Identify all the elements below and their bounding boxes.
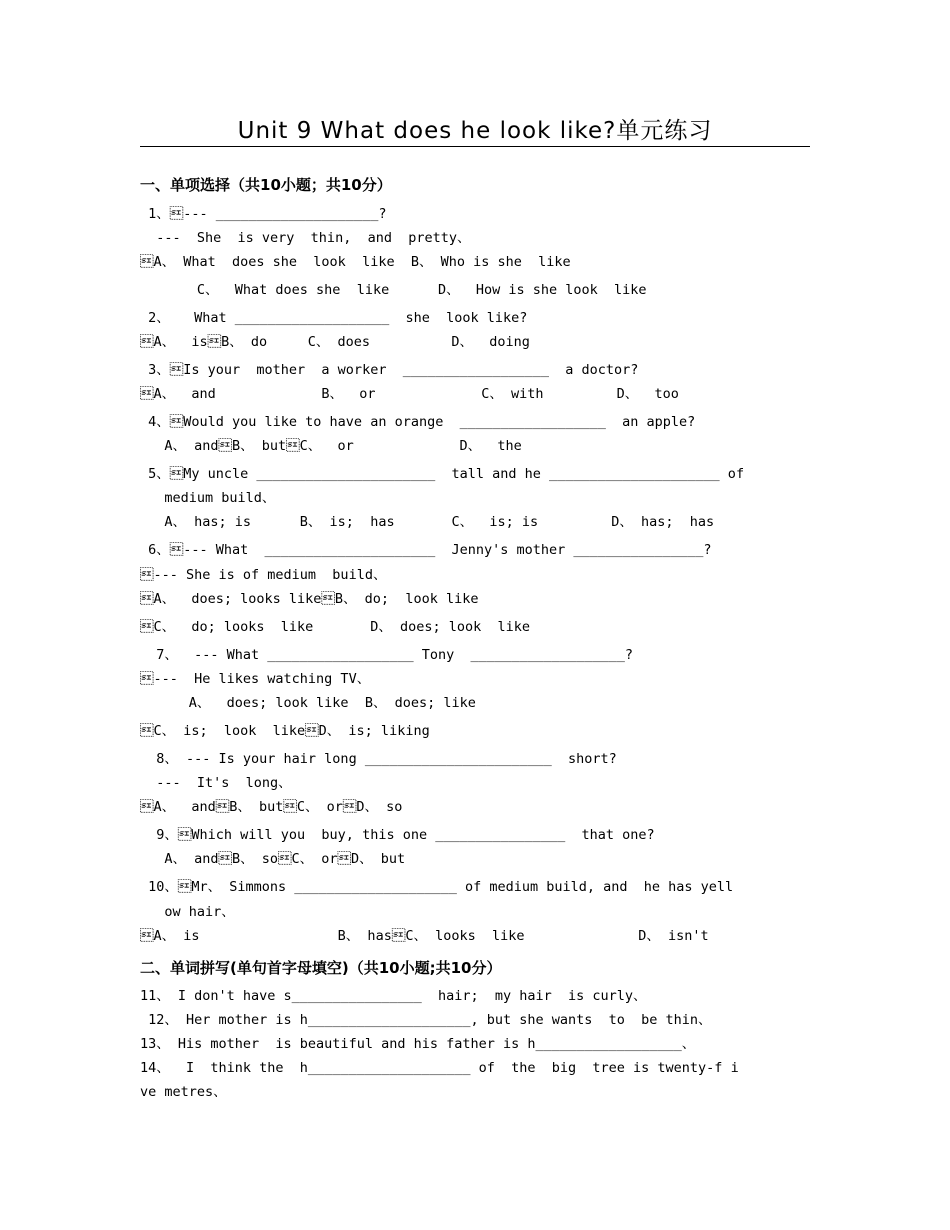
question-line: A、 isB、 do C、 does D、 doing xyxy=(140,334,530,350)
question-line: ow hair、 xyxy=(140,904,235,920)
question-line: 11、 I don't have s________________ hair; my hair is curly、 xyxy=(140,988,647,1004)
question-line: C、 What does she like D、 How is she look like xyxy=(140,282,647,298)
question-line: 3、Is your mother a worker __________________ a doctor? xyxy=(140,362,639,378)
question-line: A、 andB、 soC、 orD、 but xyxy=(140,851,406,867)
question-line: 12、 Her mother is h____________________, but she wants to be thin、 xyxy=(140,1012,712,1028)
question-line: A、 andB、 butC、 orD、 so xyxy=(140,799,403,815)
question-line: --- He likes watching TV、 xyxy=(140,671,371,687)
question-line: 14、 I think the h____________________ of the big tree is twenty-f i xyxy=(140,1060,739,1076)
question-line: C、 is; look likeD、 is; liking xyxy=(140,723,430,739)
question-line: --- It's long、 xyxy=(140,775,292,791)
question-line: 8、 --- Is your hair long _______________________ short? xyxy=(140,751,617,767)
question-line: A、 What does she look like B、 Who is she like xyxy=(140,254,571,270)
question-line: 6、--- What _____________________ Jenny's mother ________________? xyxy=(140,542,712,558)
question-line: A、 does; look like B、 does; like xyxy=(140,695,476,711)
section-heading-spelling: 二、单词拼写(单句首字母填空)（共10小题;共10分） xyxy=(140,959,502,977)
question-line: 5、My uncle ______________________ tall and he _____________________ of xyxy=(140,466,745,482)
question-line: 10、Mr、 Simmons ____________________ of medium build, and he has yell xyxy=(140,879,734,895)
question-line: 2、 What ___________________ she look like? xyxy=(140,310,528,326)
question-line: --- She is very thin, and pretty、 xyxy=(140,230,471,246)
question-line: A、 is B、 hasC、 looks like D、 isn't xyxy=(140,928,709,944)
question-line: A、 has; is B、 is; has C、 is; is D、 has; has xyxy=(140,514,715,530)
question-line: medium build、 xyxy=(140,490,276,506)
question-line: 7、 --- What __________________ Tony ___________________? xyxy=(140,647,634,663)
section-heading-multiple-choice: 一、单项选择（共10小题；共10分） xyxy=(140,176,392,194)
question-line: C、 do; looks like D、 does; look like xyxy=(140,619,530,635)
page-title: Unit 9 What does he look like?单元练习 xyxy=(237,118,713,144)
question-line: A、 and B、 or C、 with D、 too xyxy=(140,386,679,402)
question-line: 9、Which will you buy, this one ________________ that one? xyxy=(140,827,655,843)
question-line: 1、--- ____________________? xyxy=(140,206,387,222)
question-line: 4、Would you like to have an orange __________________ an apple? xyxy=(140,414,696,430)
question-line: A、 does; looks likeB、 do; look like xyxy=(140,591,479,607)
question-line: A、 andB、 butC、 or D、 the xyxy=(140,438,522,454)
question-line: 13、 His mother is beautiful and his father is h__________________、 xyxy=(140,1036,696,1052)
question-line: --- She is of medium build、 xyxy=(140,567,387,583)
question-line: ve metres、 xyxy=(140,1084,227,1100)
title-underline xyxy=(140,146,810,147)
